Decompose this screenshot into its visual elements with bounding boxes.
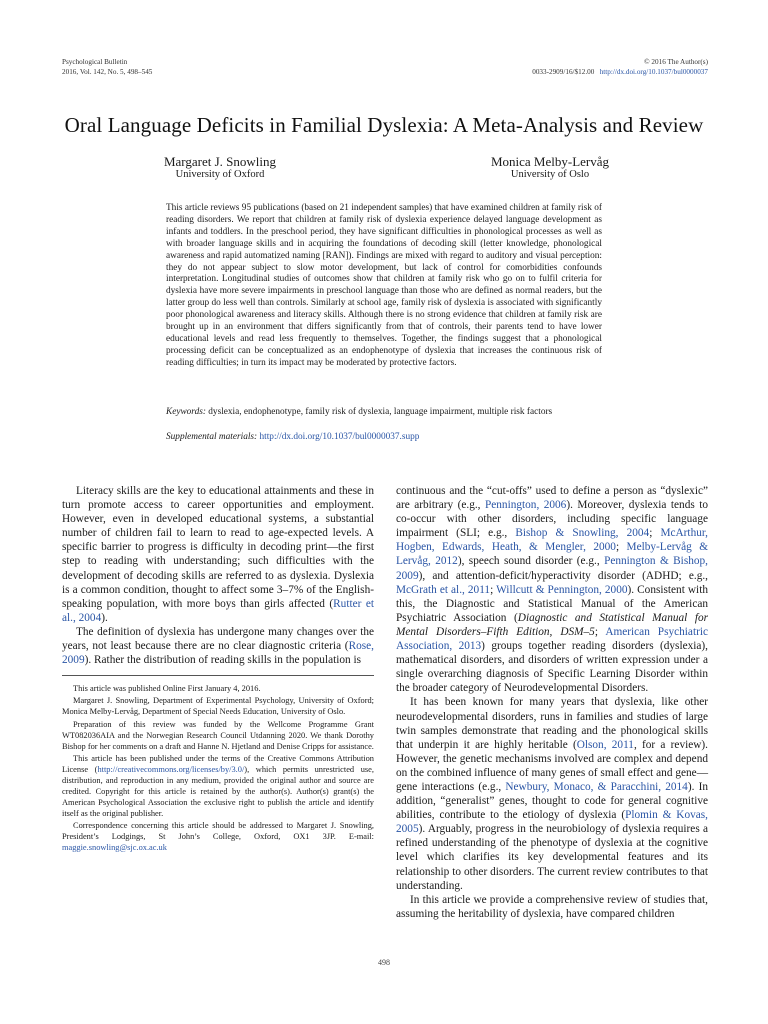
footnote-affiliations: Margaret J. Snowling, Department of Experimental Psychology, University of Oxford; Monica Melby-Lervåg, Department of Special Needs Education, University of Oslo. (62, 696, 374, 717)
citation-link[interactable]: American Psychiatric Association, 2013 (396, 625, 708, 653)
citation-link[interactable]: Rutter et al., 2004 (62, 597, 374, 624)
abstract: This article reviews 95 publications (based on 21 independent samples) that have examined children at family risk of reading disorders. We report that children at family risk of dyslexia experience delayed language development as infants and toddlers. In the preschool period, they have significant difficulties in phonological processes as well as with broader language skills and in acquiring the foundations of decoding skill (letter knowledge, phonological awareness and rapid automatized naming [RAN]). Findings are mixed with regard to auditory and visual perception: they do not appear subject to slow motor development, but lack of control for comorbidities confounds interpretation. Longitudinal studies of outcomes show that children at family risk who go on to fulfil criteria for dyslexia have more severe impairments in preschool language than those who are defined as normal readers, but the latter group do less well than controls. Similarly at school age, family risk of dyslexia is associated with significantly poor phonological awareness and literacy skills. Although there is no strong evidence that children at family risk are brought up in an environment that differs significantly from that of controls, their parents tend to have lower educational levels and read less frequently to themselves. Together, the findings suggest that a phonological processing deficit can be conceptualized as an endophenotype of dyslexia that increases the continuous risk of reading difficulties; in turn its impact may be moderated by protective factors. (166, 203, 602, 368)
author-2 (440, 154, 660, 181)
citation-link[interactable]: Bishop & Snowling, 2004 (515, 527, 650, 540)
body-paragraph: Literacy skills are the key to educational attainments and these in turn promote access to career opportunities and employment. However, even in developed educational systems, a substantial number of children fail to learn to read to age-expected levels. A specific barrier to progress is difficulty in decoding print—the first step to reading with understanding; such difficulties with the development of decoding skills are referred to as dyslexia. Dyslexia is a common condition, thought to affect some 3–7% of the English-speaking population, with more boys than girls affected (Rutter et al., 2004). (62, 485, 374, 624)
keywords-text: dyslexia, endophenotype, family risk of dyslexia, language impairment, multiple risk factors (208, 407, 553, 417)
citation-link[interactable]: McArthur, Hogben, Edwards, Heath, & Mengler, 2000 (396, 527, 709, 554)
body-column-right (396, 484, 708, 921)
running-header-right (532, 58, 708, 77)
citation-link[interactable]: Rose, 2009 (62, 640, 374, 667)
footnotes (62, 684, 374, 856)
copyright: © 2016 The Author(s) (644, 58, 708, 66)
issn-doi (532, 68, 708, 78)
citation-link[interactable]: Pennington, 2006 (484, 499, 567, 512)
citation-link[interactable]: http://creativecommons.org/licenses/by/3.0/ (97, 765, 245, 775)
supplemental-label: Supplemental materials: (166, 432, 258, 442)
footnote-online-first: This article was published Online First January 4, 2016. (73, 684, 261, 693)
journal-volume: 2016, Vol. 142, No. 5, 498–545 (62, 67, 153, 76)
article-title: Oral Language Deficits in Familial Dyslexia: A Meta-Analysis and Review (64, 113, 704, 137)
keywords-label: Keywords: (166, 407, 206, 417)
footnote-license: This article has been published under the terms of the Creative Commons Attribution License (http://creativecommons.org/licenses/by/3.0/), which permits unrestricted use, distribution, and reproduction in any medium, provided the original author and source are credited. Copyright for this article is retained by the author(s). Author(s) grant(s) the American Psychological Association the exclusive right to publish the article and identify itself as the original publisher. (62, 754, 374, 818)
citation-link[interactable]: Willcutt & Pennington, 2000 (496, 583, 628, 596)
body-paragraph: It has been known for many years that dyslexia, like other neurodevelopmental disorders, runs in families and studies of large twin samples demonstrate that reading and the phonological skills that underpin it are highly heritable (Olson, 2011, for a review). However, the genetic mechanisms involved are complex and depend on the combined influence of many genes of small effect and gene—gene interactions (e.g., Newbury, Monaco, & Paracchini, 2014). In addition, “generalist” genes, thought to code for general cognitive abilities, contribute to the etiology of dyslexia (Plomin & Kovas, 2005). Arguably, progress in the neurobiology of dyslexia requires a refined understanding of the phenotype of dyslexia at the cognitive level which clarifies its key developmental features and its relationship to other disorders. The current review contributes to that understanding. (396, 696, 708, 892)
author-name: Monica Melby-Lervåg (490, 154, 610, 169)
author-affiliation: University of Oxford (175, 169, 265, 180)
supplemental-link[interactable]: http://dx.doi.org/10.1037/bul0000037.supp (259, 432, 420, 442)
footnote-funding: Preparation of this review was funded by the Wellcome Programme Grant WT082036AIA and the Norwegian Research Council Utdanning 2020. We thank Dorothy Bishop for her comments on a draft and Hanne N. Hjetland and Denise Cripps for assistance. (62, 719, 374, 751)
body-paragraph: continuous and the “cut-offs” used to define a person as “dyslexic” are arbitrary (e.g., Pennington, 2006). Moreover, dyslexia tends to co-occur with other disorders, including specific language impairment (SLI; e.g., Bishop & Snowling, 2004; McArthur, Hogben, Edwards, Heath, & Mengler, 2000; Melby-Lervåg & Lervåg, 2012), speech sound disorder (e.g., Pennington & Bishop, 2009), and attention-deficit/hyperactivity disorder (ADHD; e.g., McGrath et al., 2011; Willcutt & Pennington, 2000). Consistent with this, the Diagnostic and Statistical Manual of the American Psychiatric Association (Diagnostic and Statistical Manual for Mental Disorders–Fifth Edition, DSM–5; American Psychiatric Association, 2013) groups together reading disorders (dyslexia), mathematical disorders, and disorders of written expression under a single overarching diagnosis of Specific Learning Disorder within the broader category of Neurodevelopmental Disorders. (396, 485, 709, 695)
body-paragraph: In this article we provide a comprehensive review of studies that, assuming the heritability of dyslexia, have compared children (396, 893, 708, 920)
citation-link[interactable]: Olson, 2011 (576, 738, 634, 751)
citation-link[interactable]: Newbury, Monaco, & Paracchini, 2014 (505, 780, 688, 793)
citation-link[interactable]: Plomin & Kovas, 2005 (396, 809, 708, 836)
running-header-left (62, 58, 152, 77)
issn: 0033-2909/16/$12.00 (532, 67, 595, 76)
body-paragraph: The definition of dyslexia has undergone many changes over the years, not least because there are no clear diagnostic criteria (Rose, 2009). Rather the distribution of reading skills in the population is (62, 625, 374, 667)
author-1 (110, 154, 330, 181)
journal-name: Psychological Bulletin (62, 58, 128, 66)
citation-link[interactable]: maggie.snowling@sjc.ox.ac.uk (62, 843, 167, 853)
body-column-left (62, 484, 374, 667)
footnote-divider (62, 675, 374, 676)
keywords (166, 406, 606, 418)
author-name: Margaret J. Snowling (163, 154, 277, 169)
italic-title: Diagnostic and Statistical Manual for Mental Disorders–Fifth Edition, DSM–5 (396, 611, 709, 638)
page-number: 498 (378, 958, 390, 967)
author-affiliation: University of Oslo (510, 169, 590, 180)
citation-link[interactable]: Pennington & Bishop, 2009 (396, 555, 708, 582)
citation-link[interactable]: McGrath et al., 2011 (396, 583, 491, 596)
doi-link[interactable]: http://dx.doi.org/10.1037/bul0000037 (599, 67, 708, 76)
supplemental-materials (166, 431, 606, 443)
citation-link[interactable]: Melby-Lervåg & Lervåg, 2012 (396, 541, 708, 568)
footnote-correspondence: Correspondence concerning this article should be addressed to Margaret J. Snowling, President’s Lodgings, St John’s College, Oxford, OX1 3JP. E-mail: maggie.snowling@sjc.ox.ac.uk (62, 821, 374, 853)
